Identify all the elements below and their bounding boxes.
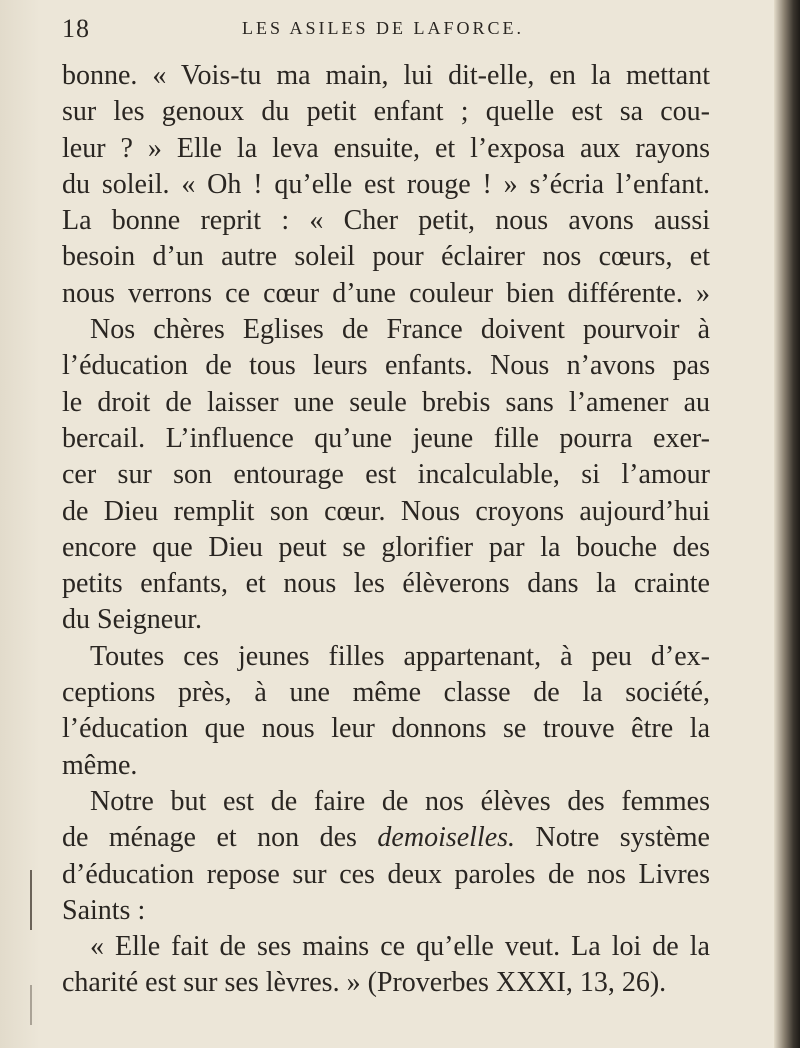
text-line: ceptions près, à une même classe de la société,	[62, 677, 710, 709]
page-number: 18	[62, 14, 90, 43]
text-line: leur ? » Elle la leva ensuite, et l’exposa aux rayons	[62, 132, 710, 164]
text-segment: Notre système	[515, 822, 710, 854]
text-line: l’éducation que nous leur donnons se trouve être la	[62, 713, 710, 745]
text-line: sur les genoux du petit enfant ; quelle est sa cou-	[62, 96, 710, 128]
running-title: LES ASILES DE LAFORCE.	[242, 18, 525, 38]
book-spine-edge	[774, 0, 800, 1048]
text-line: de Dieu remplit son cœur. Nous croyons aujourd’hui	[62, 495, 710, 527]
text-line: besoin d’un autre soleil pour éclairer nos cœurs, et	[62, 241, 710, 273]
page-header	[62, 14, 722, 46]
page-shading	[0, 0, 40, 1048]
text-line: même.	[62, 749, 138, 781]
text-line: bonne. « Vois-tu ma main, lui dit-elle, en la mettant	[62, 60, 710, 91]
emphasized-word: demoiselles.	[377, 822, 516, 854]
text-line: La bonne reprit : « Cher petit, nous avons aussi	[62, 205, 710, 237]
margin-mark	[30, 870, 32, 930]
body-text	[62, 58, 710, 1002]
text-line: du soleil. « Oh ! qu’elle est rouge ! » s’écria l’enfant.	[62, 168, 710, 200]
text-line: petits enfants, et nous les élèverons dans la crainte	[62, 568, 710, 600]
text-line: Nos chères Eglises de France doivent pourvoir à	[90, 314, 710, 346]
text-line: Toutes ces jeunes filles appartenant, à peu d’ex-	[90, 640, 710, 672]
text-line: du Seigneur.	[62, 604, 202, 636]
text-line: « Elle fait de ses mains ce qu’elle veut. La loi de la	[90, 931, 710, 963]
text-line: charité est sur ses lèvres. » (Proverbes XXXI, 13, 26).	[62, 967, 667, 999]
text-line: Saints :	[62, 894, 146, 926]
text-line: le droit de laisser une seule brebis sans l’amener au	[62, 386, 710, 418]
text-line: bercail. L’influence qu’une jeune fille pourra exer-	[62, 422, 710, 454]
text-line	[62, 820, 710, 856]
text-line: d’éducation repose sur ces deux paroles de nos Livres	[62, 858, 710, 890]
text-line: l’éducation de tous leurs enfants. Nous n’avons pas	[62, 350, 710, 382]
text-line: cer sur son entourage est incalculable, si l’amour	[62, 459, 710, 491]
text-line: nous verrons ce cœur d’une couleur bien différente. »	[62, 277, 710, 309]
text-line: encore que Dieu peut se glorifier par la bouche des	[62, 531, 710, 563]
text-segment: de ménage et non des	[62, 822, 378, 854]
text-line: Notre but est de faire de nos élèves des femmes	[90, 785, 710, 817]
margin-mark	[30, 985, 32, 1025]
